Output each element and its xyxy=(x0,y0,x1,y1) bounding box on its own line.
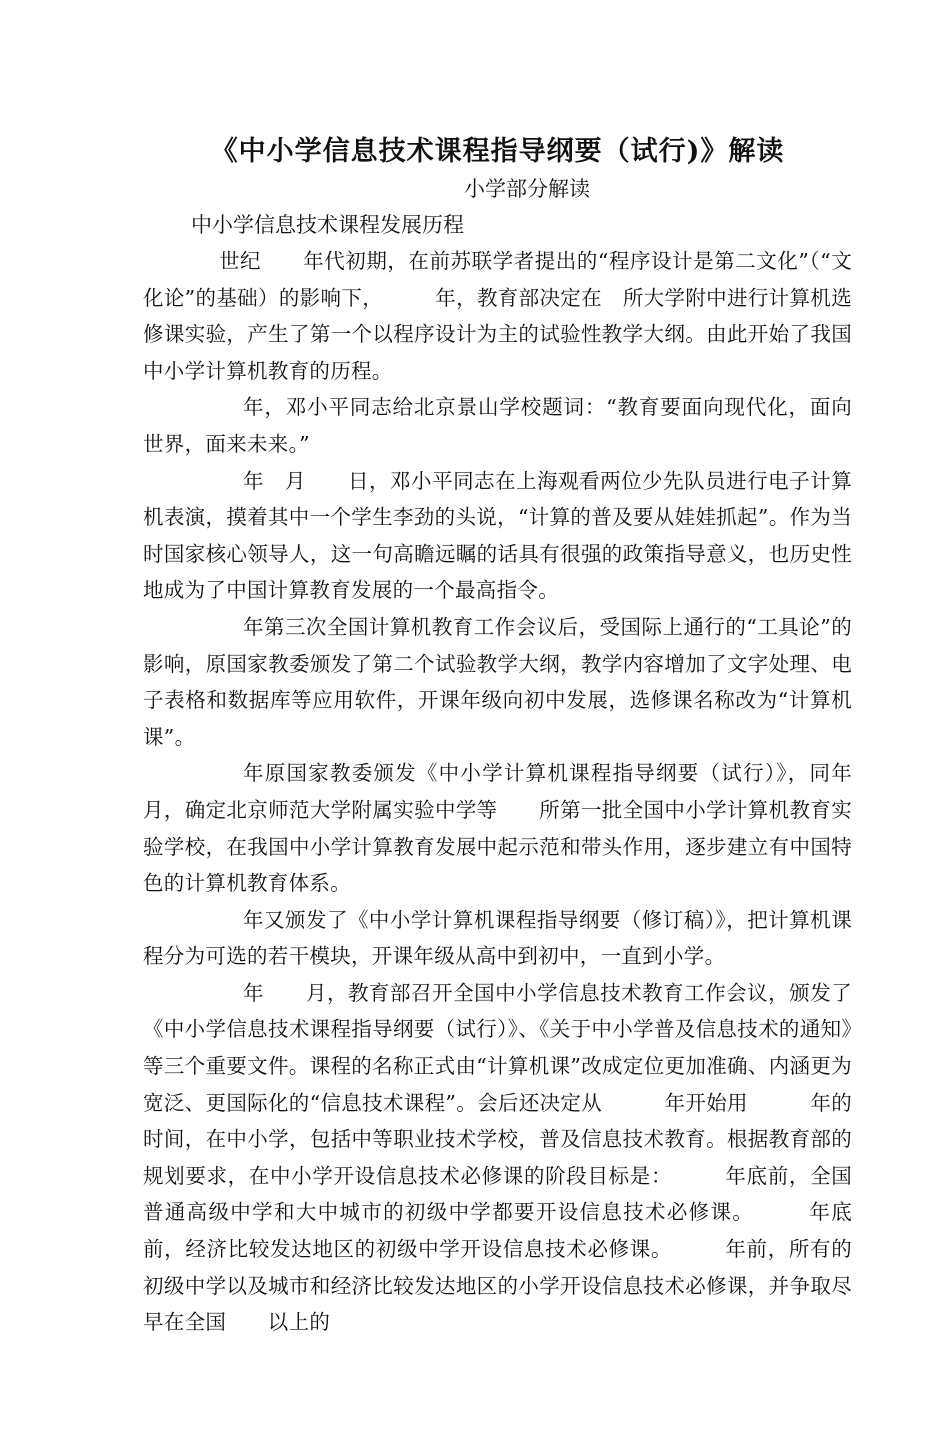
paragraph: 年，邓小平同志给北京景山学校题词：“教育要面向现代化，面向世界，面来未来。” xyxy=(143,395,852,456)
paragraph: 年原国家教委颁发《中小学计算机课程指导纲要（试行）》，同年 月，确定北京师范大学附属实验中学等 所第一批全国中小学计算机教育实验学校，在我国中小学计算教育发展中起示范和带头作用，逐步建立有中国特色的计算机教育体系。 xyxy=(143,761,873,896)
document-subtitle: 小学部分解读 xyxy=(464,177,590,201)
paragraph: 年 月，教育部召开全国中小学信息技术教育工作会议，颁发了《中小学信息技术课程指导纲要（试行）》、《关于中小学普及信息技术的通知》等三个重要文件。课程的名称正式由“计算机课”改成定位更加准确、内涵更为宽泛、更国际化的“信息技术课程”。会后还决定从 年开始用 年的时间，在中小学，包括中等职业技术学校，普及信息技术教育。根据教育部的规划要求，在中小学开设信息技术必修课的阶段目标是： 年底前，全国普通高级中学和大中城市的初级中学都要开设信息技术必修课。 年底前，经济比较发达地区的初级中学开设信息技术必修课。 年前，所有的初级中学以及城市和经济比较发达地区的小学开设信息技术必修课，并争取尽早在全国 以上的 xyxy=(143,980,852,1335)
document-title: 《中小学信息技术课程指导纲要（试行)》解读 xyxy=(210,136,785,167)
paragraph: 年 月 日，邓小平同志在上海观看两位少先队员进行电子计算机表演，摸着其中一个学生李劲的头说，“计算的普及要从娃娃抓起”。作为当时国家核心领导人，这一句高瞻远瞩的话具有很强的政策指导意义，也历史性地成为了中国计算教育发展的一个最高指令。 xyxy=(143,468,852,603)
paragraph: 世纪 年代初期，在前苏联学者提出的“程序设计是第二文化”（“文化论”的基础）的影响下， 年，教育部决定在 所大学附中进行计算机选修课实验，产生了第一个以程序设计为主的试验性教学大纲。由此开始了我国中小学计算机教育的历程。 xyxy=(143,249,852,383)
paragraph: 年第三次全国计算机教育工作会议后，受国际上通行的“工具论”的影响，原国家教委颁发了第二个试验教学大纲，教学内容增加了文字处理、电子表格和数据库等应用软件，开课年级向初中发展，选修课名称改为“计算机课”。 xyxy=(143,614,852,749)
document-body xyxy=(143,243,873,1341)
paragraph: 年又颁发了《中小学计算机课程指导纲要（修订稿）》，把计算机课程分为可选的若干模块，开课年级从高中到初中，一直到小学。 xyxy=(143,907,852,969)
section-heading: 中小学信息技术课程发展历程 xyxy=(191,213,464,237)
